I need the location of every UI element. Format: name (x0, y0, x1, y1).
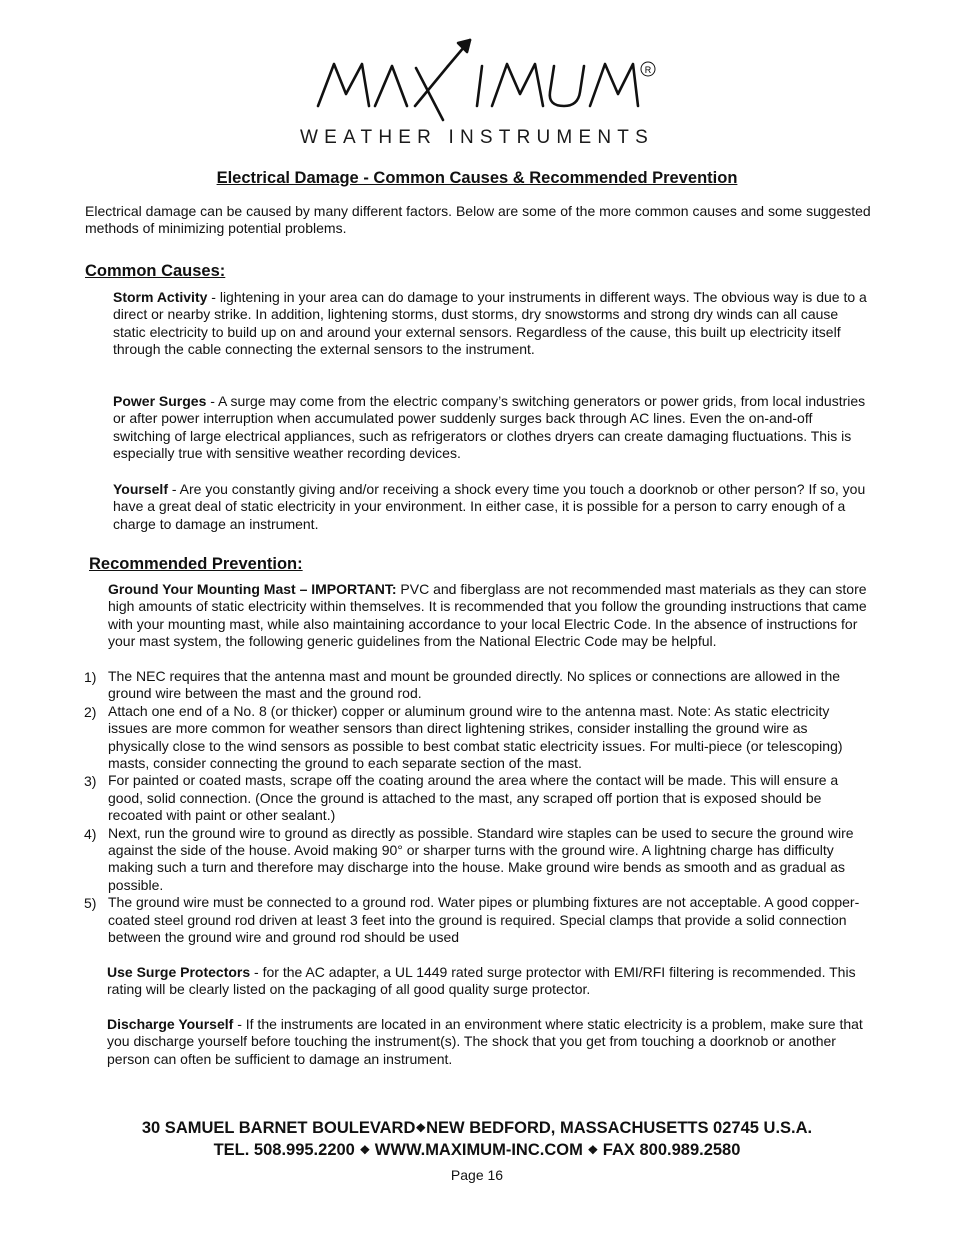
step-number: 1) (84, 669, 97, 685)
step-number: 3) (84, 773, 97, 790)
page-title: Electrical Damage - Common Causes & Recommended Prevention (216, 169, 738, 187)
surge-protectors-paragraph (107, 964, 867, 999)
cause-label: Power Surges (113, 393, 207, 409)
discharge-text: - If the instruments are located in an environment where static electricity is a problem, make sure that you discharge yourself before touching the instrument(s). The shock that you get from touching a doorknob or another person can often be sufficient to damage an instrument. (107, 1016, 863, 1067)
footer-tel: TEL. 508.995.2200 (213, 1141, 355, 1159)
list-item (84, 772, 864, 824)
footer-web: WWW.MAXIMUM-INC.COM (374, 1141, 583, 1159)
step-text: Next, run the ground wire to ground as directly as possible. Standard wire staples can be used to secure the ground wire against the side of the house. Avoid making 90° or sharper turns with the ground wire. A lightning charge has difficulty making such a turn and therefore may discharge into the house. Make ground wire bends as smooth and as gradual as possible. (108, 824, 854, 893)
cause-storm-activity (113, 289, 868, 359)
step-number: 2) (84, 703, 97, 720)
surge-text: - for the AC adapter, a UL 1449 rated surge protector with EMI/RFI filtering is recommended. This rating will be clearly listed on the packaging of all good quality surge protector. (107, 964, 856, 998)
cause-label: Storm Activity (113, 289, 208, 305)
discharge-yourself-paragraph (107, 1016, 867, 1068)
footer-address: 30 SAMUEL BARNET BOULEVARD (141, 1119, 416, 1137)
discharge-label: Discharge Yourself (107, 1016, 234, 1032)
footer-contact-line (0, 1141, 954, 1160)
diamond-separator-icon: ❖ (415, 1121, 427, 1135)
maximum-logo-mark (312, 34, 657, 129)
step-text: For painted or coated masts, scrape off the coating around the area where the contact will be made. This will ensure a good, solid connection. (Once the ground is attached to the mast, any scraped off portion that is exposed should be recoated with paint or other sealant.) (108, 772, 839, 824)
step-text: The ground wire must be connected to a ground rod. Water pipes or plumbing fixtures are not acceptable. A good copper-coated steel ground rod driven at least 3 feet into the ground is required. Special clamps that provide a solid connection between the ground wire and ground rod should be used (108, 894, 860, 946)
ground-mast-paragraph (108, 581, 868, 651)
step-number: 5) (84, 895, 97, 912)
tagline: WEATHER INSTRUMENTS (300, 127, 654, 148)
step-text: Attach one end of a No. 8 (or thicker) copper or aluminum ground wire to the antenna mast. Note: As static electricity issues are more common for weather sensors than direct lightening strikes, consider installing the ground wire as physically close to the wind sensors as possible to best combat static electricity issues. For multi-piece (or telescoping) masts, consider connecting the ground to each separate section of the mast. (108, 702, 843, 772)
diamond-separator-icon: ❖ (359, 1143, 371, 1157)
list-item (84, 894, 864, 946)
cause-text: - lightening in your area can do damage to your instruments in different ways. The obvious way is due to a direct or nearby strike. In addition, lightening storms, dust storms, dry snowstorms and strong dry winds can all cause static electricity to build up on and around your external sensors. Regardless of the cause, this built up electricity itself through the cable connecting the external sensors to the instrument. (113, 289, 867, 358)
cause-text: - A surge may come from the electric company’s switching generators or power grids, from local industries or after power interruption when accumulated power suddenly surges back through AC lines. Even the on-and-off switching of large electrical appliances, such as refrigerators or clothes dryers can create damaging fluctuations. This is especially true with sensitive weather recording devices. (113, 393, 866, 462)
cause-yourself (113, 481, 875, 533)
cause-text: - Are you constantly giving and/or receiving a shock every time you touch a doorknob or other person? If so, you have a great deal of static electricity in your environment. In either case, it is possible for a person to carry enough of a charge to damage an instrument. (113, 481, 866, 532)
step-text: The NEC requires that the antenna mast and mount be grounded directly. No splices or connections are allowed in the ground wire between the mast and the ground rod. (108, 668, 841, 702)
surge-label: Use Surge Protectors (107, 964, 251, 980)
prevention-heading: Recommended Prevention: (89, 555, 303, 573)
registered-mark: R (644, 65, 652, 75)
cause-power-surges (113, 393, 868, 463)
ground-label: Ground Your Mounting Mast – IMPORTANT: (108, 581, 397, 597)
maximum-logo (0, 30, 954, 155)
page-number: Page 16 (450, 1167, 504, 1183)
diamond-separator-icon: ❖ (587, 1143, 599, 1157)
footer-city: NEW BEDFORD, MASSACHUSETTS 02745 U.S.A. (426, 1119, 813, 1137)
common-causes-heading: Common Causes: (85, 262, 226, 280)
list-item (84, 825, 864, 895)
step-number: 4) (84, 825, 97, 842)
ground-text: PVC and fiberglass are not recommended mast materials as they can store high amounts of static electricity within themselves. It is recommended that you follow the grounding instructions that came with your mounting mast, while also maintaining accordance to your local Electric Code. In the absence of instructions for your mast system, the following generic guidelines from the National Electric Code may be helpful. (108, 581, 867, 650)
list-item (84, 668, 864, 703)
footer-fax: FAX 800.989.2580 (602, 1141, 741, 1159)
cause-label: Yourself (113, 481, 168, 497)
footer-address-line (0, 1119, 954, 1138)
grounding-steps-list (84, 668, 864, 947)
list-item (84, 703, 864, 773)
intro-paragraph: Electrical damage can be caused by many different factors. Below are some of the more common causes and some suggested methods of minimizing potential problems. (85, 203, 871, 237)
